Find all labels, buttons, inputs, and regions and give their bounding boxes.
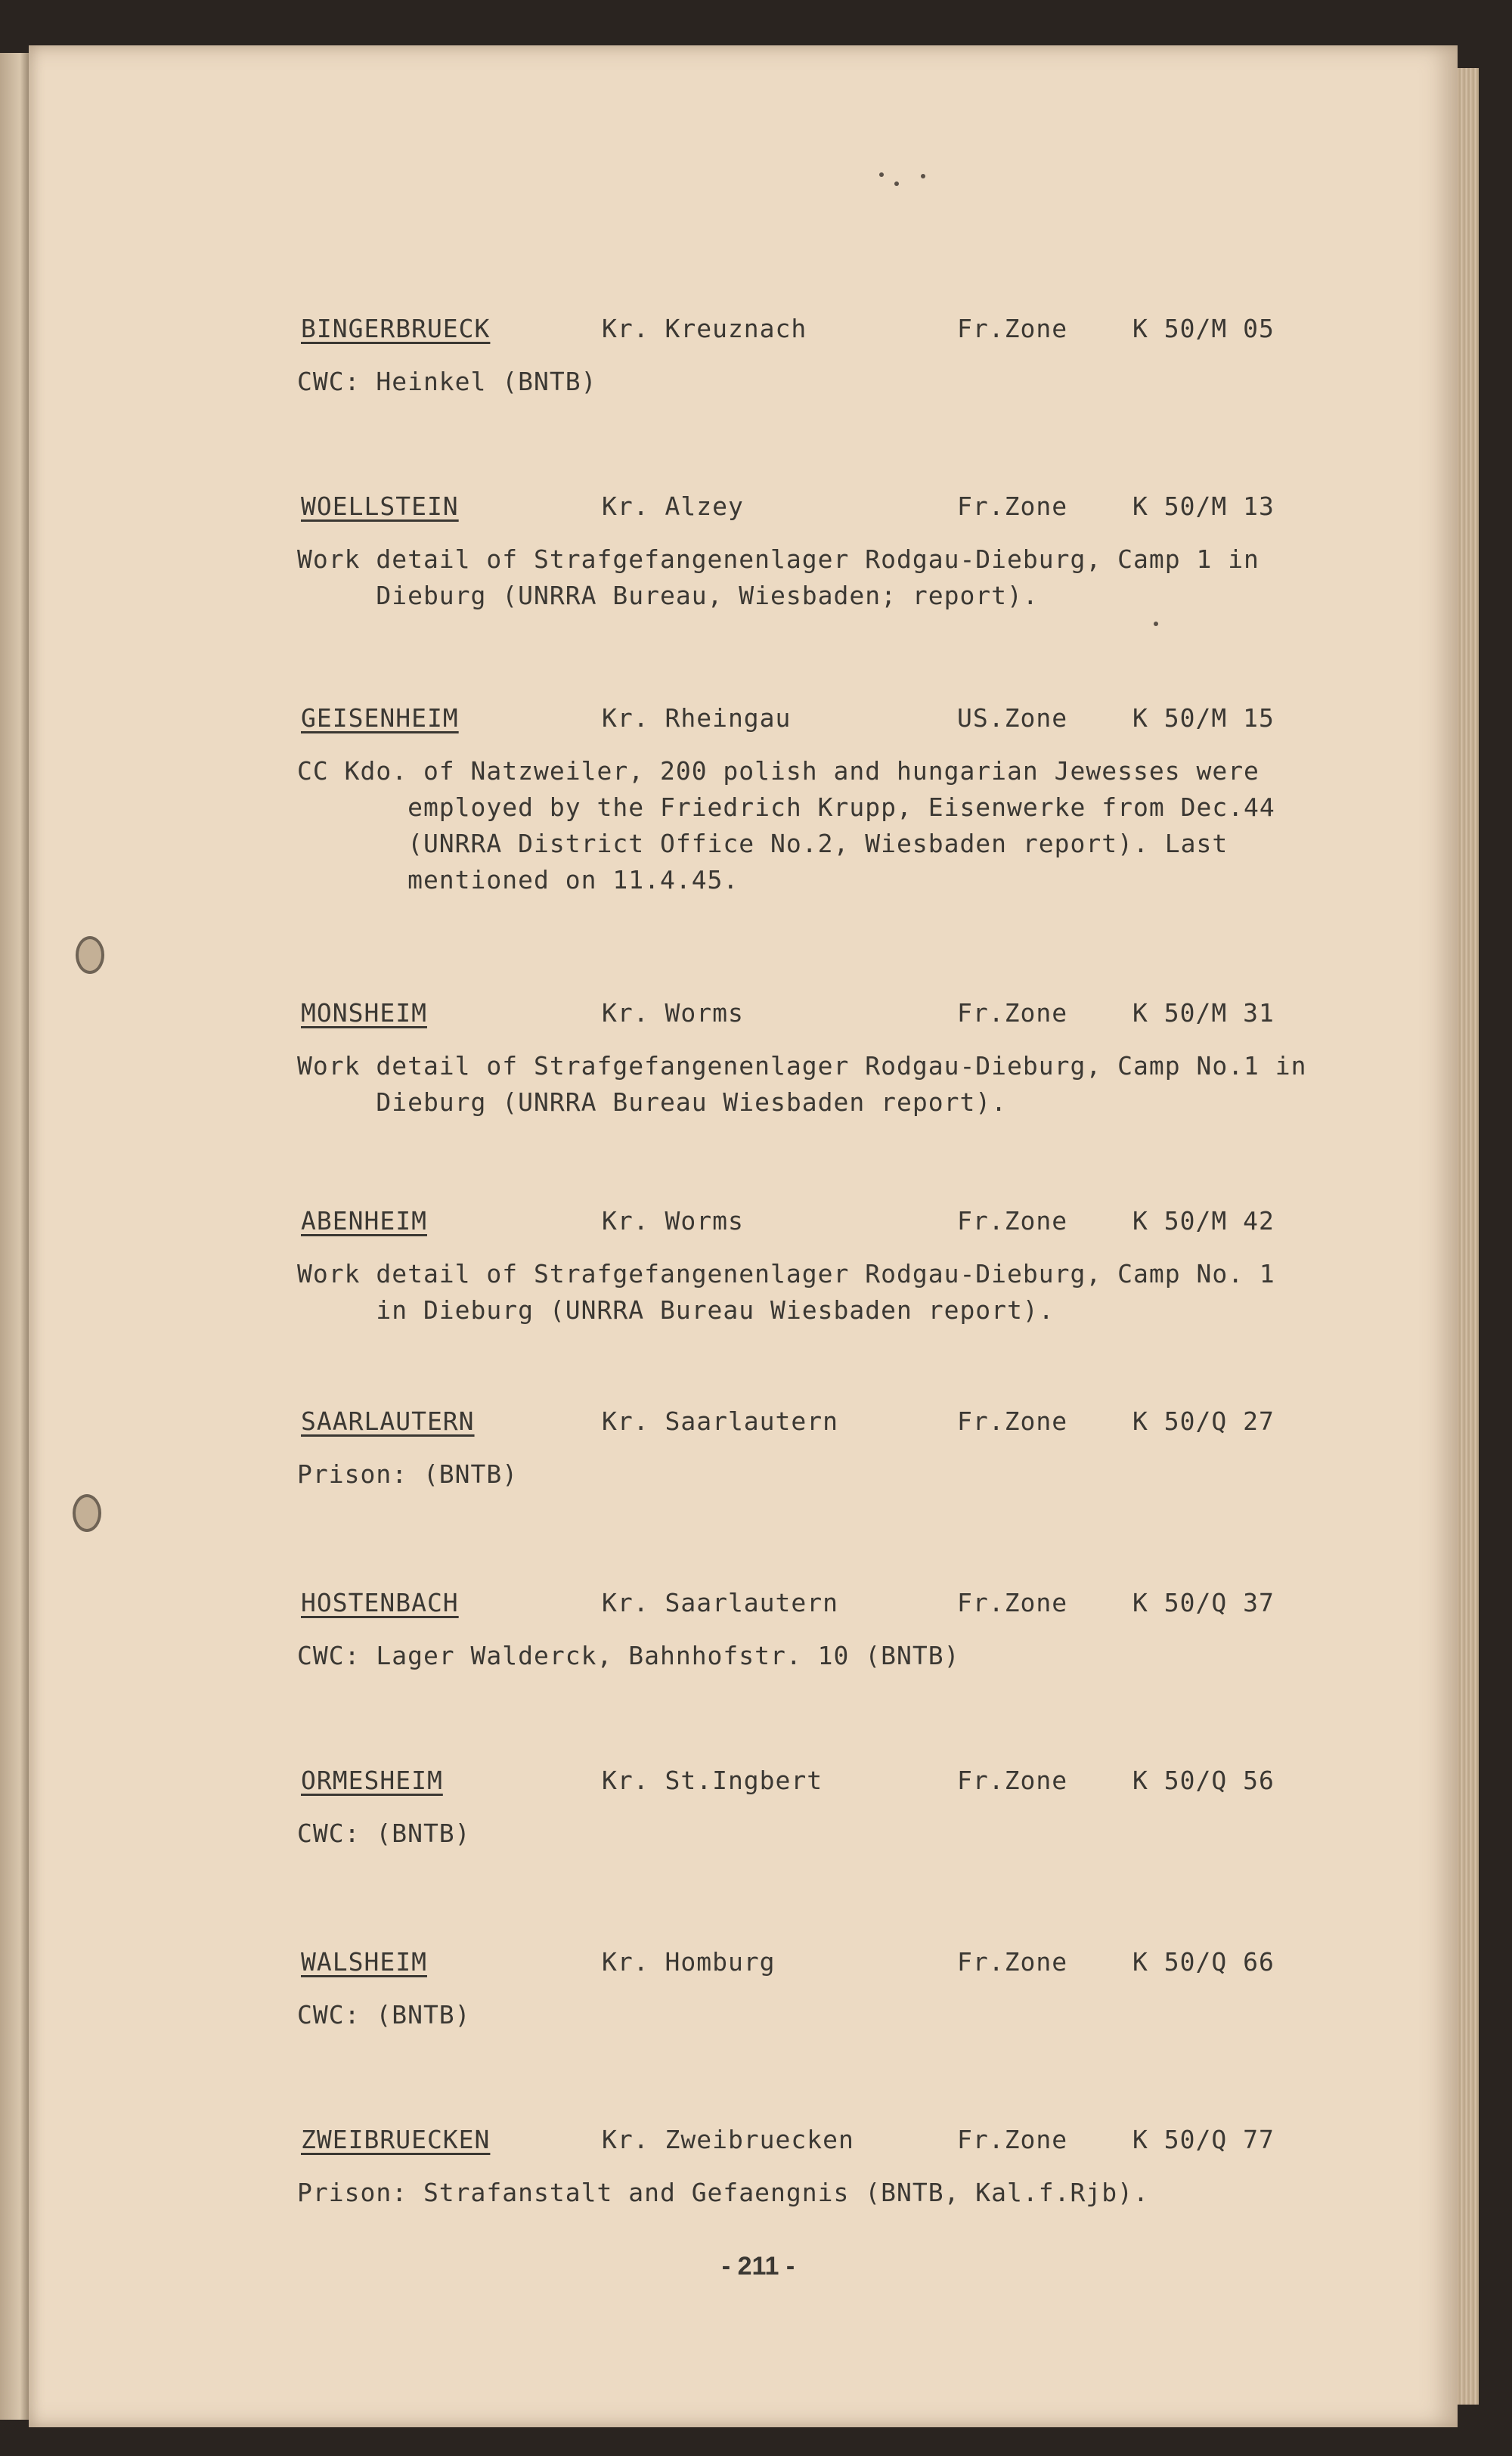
detail-line: employed by the Friedrich Krupp, Eisenwerke from Dec.44 — [297, 792, 1275, 822]
location-entry — [29, 1406, 1458, 1493]
location-entry — [29, 703, 1458, 898]
detail-line: CWC: (BNTB) — [297, 2000, 471, 2030]
place-name: MONSHEIM — [301, 998, 427, 1028]
place-name: BINGERBRUECK — [301, 314, 491, 343]
zone: Fr.Zone — [957, 314, 1068, 343]
paper-speck — [879, 172, 884, 177]
binder-hole — [76, 936, 104, 974]
entry-header — [29, 314, 1458, 352]
map-reference: K 50/Q 37 — [1132, 1588, 1275, 1617]
entry-details — [297, 1456, 1458, 1493]
detail-line: Work detail of Strafgefangenenlager Rodgau-Dieburg, Camp No.1 in — [297, 1051, 1307, 1081]
map-reference: K 50/Q 66 — [1132, 1947, 1275, 1977]
map-reference: K 50/Q 77 — [1132, 2125, 1275, 2154]
zone: Fr.Zone — [957, 1206, 1068, 1236]
entry-details — [297, 1256, 1458, 1329]
paper-speck — [1154, 622, 1158, 626]
district: Kr. Worms — [602, 998, 744, 1028]
location-entry — [29, 1206, 1458, 1329]
map-reference: K 50/M 05 — [1132, 314, 1275, 343]
entry-header — [29, 1588, 1458, 1626]
place-name: ABENHEIM — [301, 1206, 427, 1236]
place-name: GEISENHEIM — [301, 703, 459, 733]
location-entry — [29, 492, 1458, 614]
zone: Fr.Zone — [957, 492, 1068, 521]
zone: Fr.Zone — [957, 2125, 1068, 2154]
entry-header — [29, 998, 1458, 1036]
entry-header — [29, 2125, 1458, 2163]
entry-details — [297, 1997, 1458, 2033]
detail-line: Dieburg (UNRRA Bureau Wiesbaden report). — [297, 1087, 1008, 1117]
place-name: WALSHEIM — [301, 1947, 427, 1977]
page-stack-edge — [1458, 68, 1479, 2405]
place-name: ORMESHEIM — [301, 1766, 443, 1795]
paper-speck — [921, 174, 925, 178]
map-reference: K 50/M 42 — [1132, 1206, 1275, 1236]
district: Kr. Alzey — [602, 492, 744, 521]
district: Kr. Saarlautern — [602, 1588, 839, 1617]
district: Kr. Zweibruecken — [602, 2125, 854, 2154]
entry-details — [297, 1638, 1458, 1674]
district: Kr. Kreuznach — [602, 314, 807, 343]
location-entry — [29, 2125, 1458, 2211]
zone: Fr.Zone — [957, 1947, 1068, 1977]
detail-line: Prison: (BNTB) — [297, 1459, 519, 1489]
map-reference: K 50/Q 27 — [1132, 1406, 1275, 1436]
detail-line: Prison: Strafanstalt and Gefaengnis (BNTB, Kal.f.Rjb). — [297, 2178, 1149, 2207]
location-entry — [29, 314, 1458, 400]
detail-line: CWC: (BNTB) — [297, 1819, 471, 1848]
entry-details — [297, 364, 1458, 400]
entry-details — [297, 541, 1458, 614]
page-number: - 211 - — [721, 2252, 795, 2281]
detail-line: Work detail of Strafgefangenenlager Rodgau-Dieburg, Camp 1 in — [297, 544, 1259, 574]
detail-line: (UNRRA District Office No.2, Wiesbaden report). Last — [297, 829, 1228, 858]
zone: Fr.Zone — [957, 1766, 1068, 1795]
detail-line: CC Kdo. of Natzweiler, 200 polish and hungarian Jewesses were — [297, 756, 1259, 786]
location-entry — [29, 998, 1458, 1121]
district: Kr. St.Ingbert — [602, 1766, 823, 1795]
entry-details — [297, 1816, 1458, 1852]
detail-line: CWC: Heinkel (BNTB) — [297, 367, 597, 396]
place-name: SAARLAUTERN — [301, 1406, 475, 1436]
left-page-edge — [0, 53, 29, 2420]
location-entry — [29, 1588, 1458, 1674]
location-entry — [29, 1766, 1458, 1852]
zone: Fr.Zone — [957, 1406, 1068, 1436]
entry-header — [29, 1406, 1458, 1444]
entry-header — [29, 1206, 1458, 1244]
map-reference: K 50/M 31 — [1132, 998, 1275, 1028]
detail-line: mentioned on 11.4.45. — [297, 865, 739, 895]
district: Kr. Worms — [602, 1206, 744, 1236]
paper-speck — [894, 181, 899, 186]
entry-header — [29, 703, 1458, 741]
entry-details — [297, 753, 1458, 898]
detail-line: CWC: Lager Walderck, Bahnhofstr. 10 (BNTB) — [297, 1641, 960, 1670]
district: Kr. Homburg — [602, 1947, 776, 1977]
zone: US.Zone — [957, 703, 1068, 733]
place-name: ZWEIBRUECKEN — [301, 2125, 491, 2154]
location-entry — [29, 1947, 1458, 2033]
detail-line: in Dieburg (UNRRA Bureau Wiesbaden report). — [297, 1295, 1055, 1325]
map-reference: K 50/M 15 — [1132, 703, 1275, 733]
place-name: HOSTENBACH — [301, 1588, 459, 1617]
entry-header — [29, 492, 1458, 529]
zone: Fr.Zone — [957, 998, 1068, 1028]
binder-hole — [73, 1494, 101, 1532]
district: Kr. Saarlautern — [602, 1406, 839, 1436]
entry-details — [297, 1048, 1458, 1121]
zone: Fr.Zone — [957, 1588, 1068, 1617]
document-page — [29, 45, 1458, 2427]
map-reference: K 50/Q 56 — [1132, 1766, 1275, 1795]
place-name: WOELLSTEIN — [301, 492, 459, 521]
district: Kr. Rheingau — [602, 703, 792, 733]
map-reference: K 50/M 13 — [1132, 492, 1275, 521]
entry-details — [297, 2175, 1458, 2211]
entry-header — [29, 1766, 1458, 1803]
detail-line: Dieburg (UNRRA Bureau, Wiesbaden; report). — [297, 581, 1039, 610]
entry-header — [29, 1947, 1458, 1985]
detail-line: Work detail of Strafgefangenenlager Rodgau-Dieburg, Camp No. 1 — [297, 1259, 1275, 1288]
